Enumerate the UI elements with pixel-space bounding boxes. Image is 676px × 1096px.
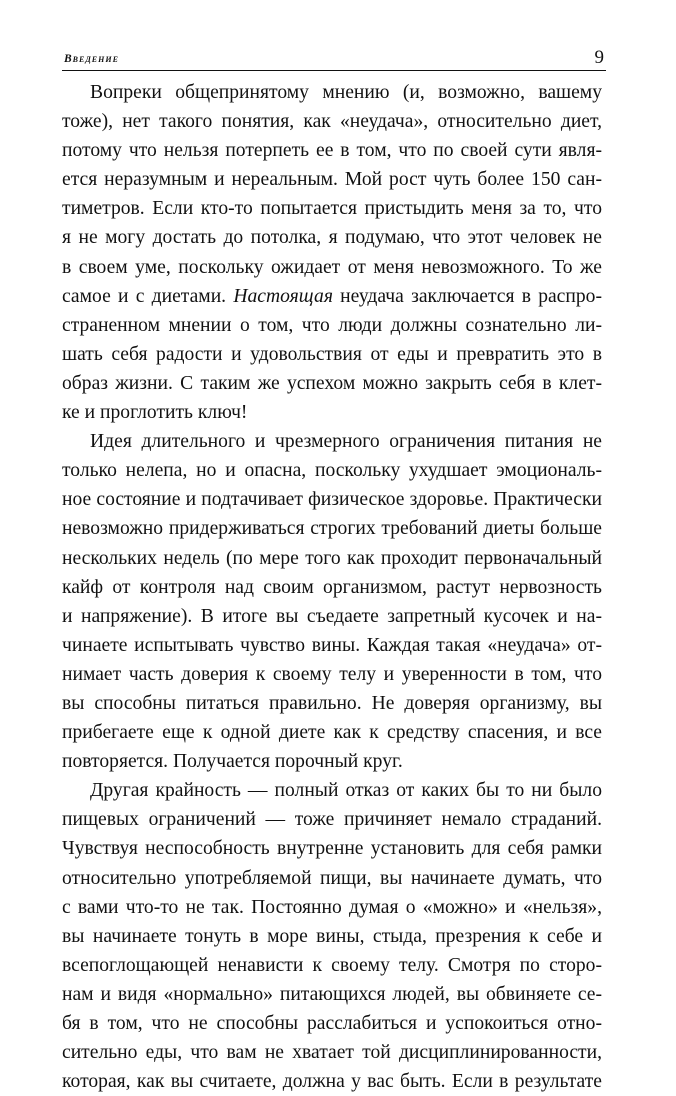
body-text (62, 78, 602, 1096)
text-line: Чувствуя неспособность внутренне установить для себя рамки (62, 838, 602, 860)
text-line: бя в том, что не способны расслабиться и успокоиться отно- (62, 1013, 602, 1034)
text-line: вы способны питаться правильно. Не доверяя организму, вы (62, 692, 602, 714)
text-line: кайф от контроля над своим организмом, растут нервозность (62, 576, 602, 598)
text-line: я не могу достать до потолка, я подумаю, что этот человек не (62, 227, 602, 249)
text-line: повторяется. Получается порочный круг. (62, 751, 403, 773)
text-line: тиметров. Если кто-то попытается пристыдить меня за то, что (62, 198, 602, 220)
text-line: с вами что-то не так. Постоянно думая о «можно» и «нельзя», (62, 896, 602, 918)
text-line: ное состояние и подтачивает физическое здоровье. Практически (62, 489, 602, 511)
text-line: в своем уме, поскольку ожидает от меня невозможного. То же (62, 256, 602, 278)
running-header (62, 46, 606, 71)
text-line: образ жизни. С таким же успехом можно закрыть себя в клет- (62, 372, 602, 394)
text-line: шать себя радости и удовольствия от еды и превратить это в (62, 343, 602, 365)
text-line: только нелепа, но и опасна, поскольку ухудшает эмоциональ- (62, 460, 602, 482)
paragraph-1 (62, 78, 602, 427)
text-line: невозможно придерживаться строгих требований диеты больше (62, 518, 602, 540)
text-line: которая, как вы считаете, должна у вас быть. Если в результате (62, 1071, 602, 1093)
text-line: нам и видя «нормально» питающихся людей, вы обвиняете се- (62, 983, 602, 1005)
text-line: и напряжение). В итоге вы съедаете запретный кусочек и на- (62, 605, 602, 627)
text-segment: неудача заключается в распро- (332, 285, 602, 307)
text-line: Идея длительного и чрезмерного ограничения питания не (90, 431, 602, 453)
text-line: чинаете испытывать чувство вины. Каждая такая «неудача» от- (62, 634, 602, 656)
paragraph-3 (62, 776, 602, 1096)
text-line: нимает часть доверия к своему телу и уверенности в том, что (62, 663, 602, 685)
text-line: ется неразумным и нереальным. Мой рост чуть более 150 сан- (62, 169, 602, 191)
text-line-with-emphasis (62, 282, 602, 311)
text-line: нескольких недель (по мере того как проходит первоначальный (62, 547, 602, 569)
paragraph-2 (62, 427, 602, 776)
text-segment: самое и с диетами. (62, 285, 234, 307)
section-title: Введение (64, 53, 119, 65)
text-line: потому что нельзя потерпеть ее в том, что по своей сути явля- (62, 140, 602, 162)
text-line: относительно употребляемой пищи, вы начинаете думать, что (62, 867, 602, 889)
text-line: прибегаете еще к одной диете как к средству спасения, и все (62, 722, 602, 744)
text-line: ке и проглотить ключ! (62, 402, 248, 424)
text-line: сительно еды, что вам не хватает той дисциплинированности, (62, 1042, 602, 1064)
text-line: Вопреки общепринятому мнению (и, возможно, вашему (90, 82, 602, 103)
text-line: тоже), нет такого понятия, как «неудача», относительно диет, (62, 111, 602, 133)
text-line: вы начинаете тонуть в море вины, стыда, презрения к себе и (62, 925, 602, 947)
emphasized-word: Настоящая (233, 285, 333, 307)
text-line: страненном мнении о том, что люди должны сознательно ли- (62, 314, 602, 336)
text-line: Другая крайность — полный отказ от каких бы то ни было (90, 780, 602, 802)
text-line: всепоглощающей ненависти к своему телу. Смотря по сторо- (62, 954, 602, 976)
page-number: 9 (594, 47, 604, 68)
text-line: пищевых ограничений — тоже причиняет немало страданий. (62, 809, 602, 831)
